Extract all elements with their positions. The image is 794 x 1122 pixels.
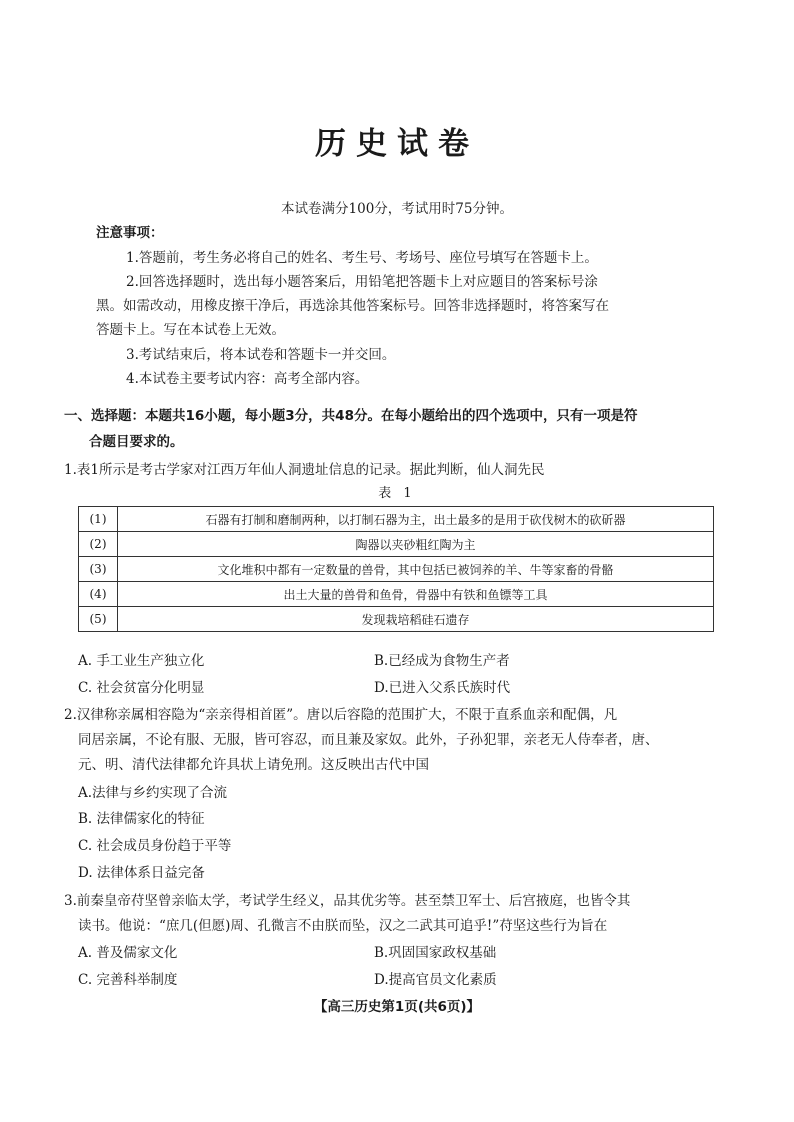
notice-line: 答题卡上。写在本试卷上无效。: [96, 322, 285, 338]
q1-option-d: D.已进入父系氏族时代: [374, 680, 511, 696]
row-text: 文化堆积中都有一定数量的兽骨，其中包括已被饲养的羊、牛等家畜的骨骼: [118, 557, 714, 582]
notice-line: 4.本试卷主要考试内容：高考全部内容。: [126, 371, 369, 387]
table-row: [79, 582, 714, 607]
q2-option-c: C. 社会成员身份趋于平等: [78, 838, 232, 854]
row-number: (1): [79, 507, 118, 532]
question-3-stem: 读书。他说：“庶几(但愿)周、孔微言不由朕而坠，汉之二武其可追乎!”苻坚这些行为旨在: [78, 918, 608, 934]
notice-line: 3.考试结束后，将本试卷和答题卡一并交回。: [126, 347, 396, 363]
table-row: [79, 607, 714, 632]
q1-option-a: A. 手工业生产独立化: [78, 653, 205, 669]
archaeology-table: [78, 506, 714, 632]
row-text: 陶器以夹砂粗红陶为主: [118, 532, 714, 557]
question-2-stem: 元、明、清代法律都允许具状上请免刑。这反映出古代中国: [78, 757, 429, 773]
page-title: 历史试卷: [315, 126, 479, 162]
table-row: [79, 532, 714, 557]
notice-heading: 注意事项：: [96, 225, 164, 241]
question-1-stem: 1.表1所示是考古学家对江西万年仙人洞遗址信息的记录。据此判断，仙人洞先民: [64, 462, 545, 478]
q3-option-a: A. 普及儒家文化: [78, 945, 178, 961]
row-number: (5): [79, 607, 118, 632]
table-row: [79, 507, 714, 532]
row-text: 发现栽培稻硅石遗存: [118, 607, 714, 632]
question-3-stem: 3.前秦皇帝苻坚曾亲临太学，考试学生经义，品其优劣等。甚至禁卫军士、后宫掖庭，也皆令其: [64, 893, 631, 909]
page-footer: 【高三历史第1页(共6页)】: [313, 999, 481, 1015]
notice-line: 黑。如需改动，用橡皮擦干净后，再选涂其他答案标号。回答非选择题时，将答案写在: [96, 298, 609, 314]
q2-option-d: D. 法律体系日益完备: [78, 865, 205, 881]
row-number: (4): [79, 582, 118, 607]
question-2-stem: 2.汉律称亲属相容隐为“亲亲得相首匿”。唐以后容隐的范围扩大，不限于直系血亲和配偶，凡: [64, 707, 618, 723]
table-caption: 表 1: [378, 486, 416, 501]
notice-line: 1.答题前，考生务必将自己的姓名、考生号、考场号、座位号填写在答题卡上。: [126, 250, 598, 266]
row-text: 出土大量的兽骨和鱼骨，骨器中有铁和鱼镖等工具: [118, 582, 714, 607]
q2-option-b: B. 法律儒家化的特征: [78, 811, 205, 827]
section-heading-cont: 合题目要求的。: [89, 434, 184, 450]
q3-option-c: C. 完善科举制度: [78, 972, 178, 988]
section-heading: 一、选择题：本题共16小题，每小题3分，共48分。在每小题给出的四个选项中，只有一项是符: [64, 408, 638, 424]
q1-option-c: C. 社会贫富分化明显: [78, 680, 205, 696]
row-text: 石器有打制和磨制两种，以打制石器为主，出土最多的是用于砍伐树木的砍斫器: [118, 507, 714, 532]
row-number: (2): [79, 532, 118, 557]
q2-option-a: A.法律与乡约实现了合流: [78, 785, 228, 801]
table-row: [79, 557, 714, 582]
question-2-stem: 同居亲属，不论有服、无服，皆可容忍，而且兼及家奴。此外，子孙犯罪，亲老无人侍奉者，唐、: [78, 732, 659, 748]
exam-info: 本试卷满分100分，考试用时75分钟。: [281, 201, 513, 217]
q3-option-b: B.巩固国家政权基础: [374, 945, 497, 961]
q1-option-b: B.已经成为食物生产者: [374, 653, 510, 669]
notice-line: 2.回答选择题时，选出每小题答案后，用铅笔把答题卡上对应题目的答案标号涂: [126, 274, 598, 290]
row-number: (3): [79, 557, 118, 582]
q3-option-d: D.提高官员文化素质: [374, 972, 497, 988]
